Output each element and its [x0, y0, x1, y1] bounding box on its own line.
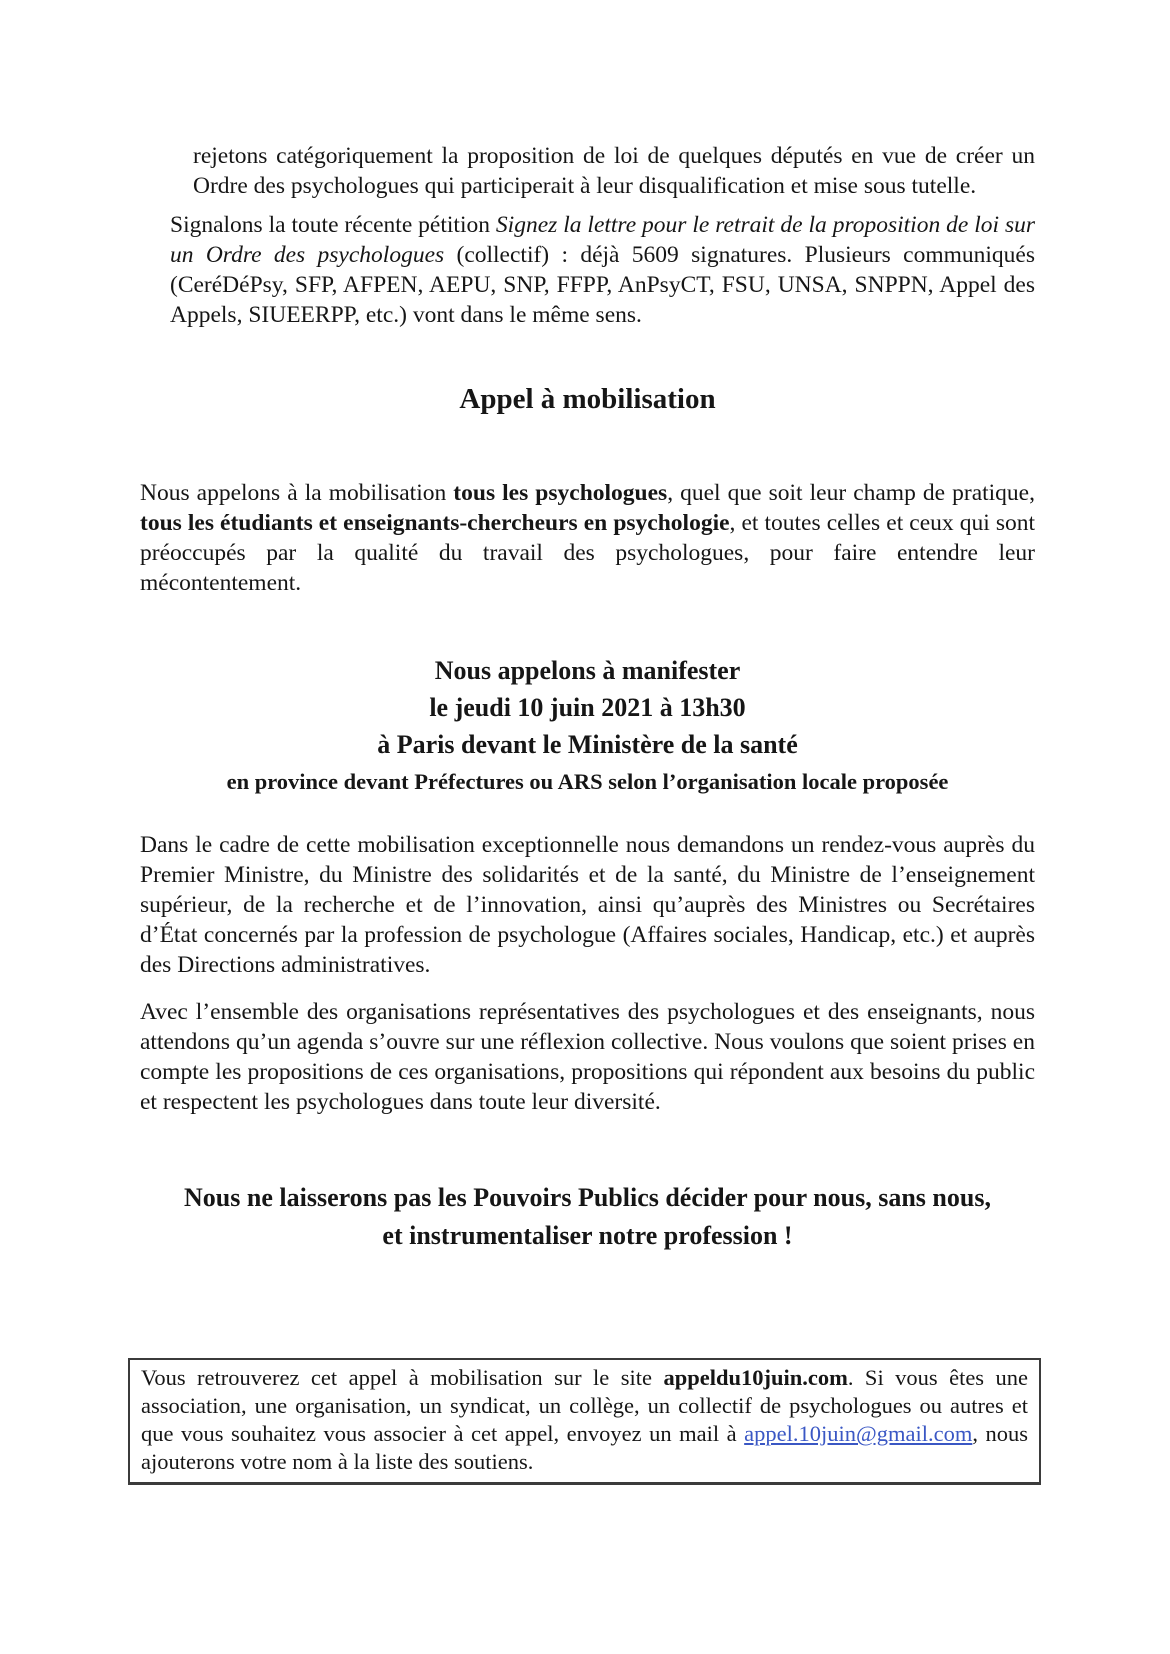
text-segment: . Si vous êtes une association, une organisation, un syndicat, un collège, un collectif de psychologues ou autres et que vous souhaitez vous associer à cet appel, envoyez un mail à [141, 1365, 1028, 1446]
text-segment: rejetons catégoriquement la proposition de loi de quelques députés en vue de créer un Ordre des psychologues qui participerait à leur disqualification et mise sous tutelle. [193, 143, 1035, 199]
call-to-demonstrate-lines-line: le jeudi 10 juin 2021 à 13h30 [429, 693, 746, 722]
petition-paragraph [170, 210, 1035, 330]
text-segment: appeldu10juin.com [663, 1365, 848, 1390]
text-segment: , nous ajouterons votre nom à la liste des soutiens. [141, 1421, 1028, 1474]
mobilisation-paragraph [140, 478, 1035, 598]
text-segment: Signalons la toute récente pétition [170, 212, 496, 238]
call-to-demonstrate-subline: en province devant Préfectures ou ARS selon l’organisation locale proposée [226, 769, 949, 794]
closing-statement-line: Nous ne laisserons pas les Pouvoirs Publics décider pour nous, sans nous, [184, 1183, 991, 1212]
closing-statement [140, 1179, 1035, 1255]
text-segment: Avec l’ensemble des organisations représentatives des psychologues et des enseignants, nous attendons qu’un agenda s’ouvre sur une réflexion collective. Nous voulons que soient prises en compte les propositions de ces organisations, propositions qui répondent aux besoins du public et respectent les psychologues dans toute leur diversité. [140, 999, 1035, 1115]
call-to-demonstrate-lines [140, 652, 1035, 763]
page-title: Appel à mobilisation [459, 383, 716, 415]
text-segment: (collectif) : déjà 5609 signatures. Plusieurs communiqués (CeréDéPsy, SFP, AFPEN, AEPU, SNP, FFPP, AnPsyCT, FSU, UNSA, SNPPN, Appel des Appels, SIUEERPP, etc.) vont dans le même sens. [170, 242, 1035, 328]
text-segment: tous les étudiants et enseignants-chercheurs en psychologie [140, 510, 730, 536]
info-box [128, 1358, 1041, 1485]
text-segment: , et toutes celles et ceux qui sont préoccupés par la qualité du travail des psychologues, pour faire entendre leur mécontentement. [140, 510, 1035, 596]
text-segment: Dans le cadre de cette mobilisation exceptionnelle nous demandons un rendez-vous auprès du Premier Ministre, du Ministre des solidarités et de la santé, du Ministre de l’enseignement supérieur, de la recherche et de l’innovation, ainsi qu’auprès des Ministres ou Secrétaires d’État concernés par la profession de psychologue (Affaires sociales, Handicap, etc.) et auprès des Directions administratives. [140, 832, 1035, 978]
text-segment: Nous appelons à la mobilisation [140, 480, 454, 506]
demands-paragraph [140, 830, 1035, 980]
email-link[interactable]: appel.10juin@gmail.com [744, 1421, 973, 1446]
text-segment: , quel que soit leur champ de pratique, [667, 480, 1035, 506]
call-to-demonstrate-lines-line: Nous appelons à manifester [434, 656, 741, 685]
call-to-demonstrate-lines-line: à Paris devant le Ministère de la santé [377, 730, 798, 759]
intro-paragraph [193, 141, 1035, 201]
agenda-paragraph [140, 997, 1035, 1117]
text-segment: tous les psychologues [453, 480, 668, 506]
text-segment: Vous retrouverez cet appel à mobilisation sur le site [141, 1365, 664, 1390]
text-segment: Signez la lettre pour le retrait de la proposition de loi sur un Ordre des psychologues [170, 212, 1036, 268]
call-to-demonstrate [140, 652, 1035, 797]
closing-statement-line: et instrumentaliser notre profession ! [382, 1221, 793, 1250]
